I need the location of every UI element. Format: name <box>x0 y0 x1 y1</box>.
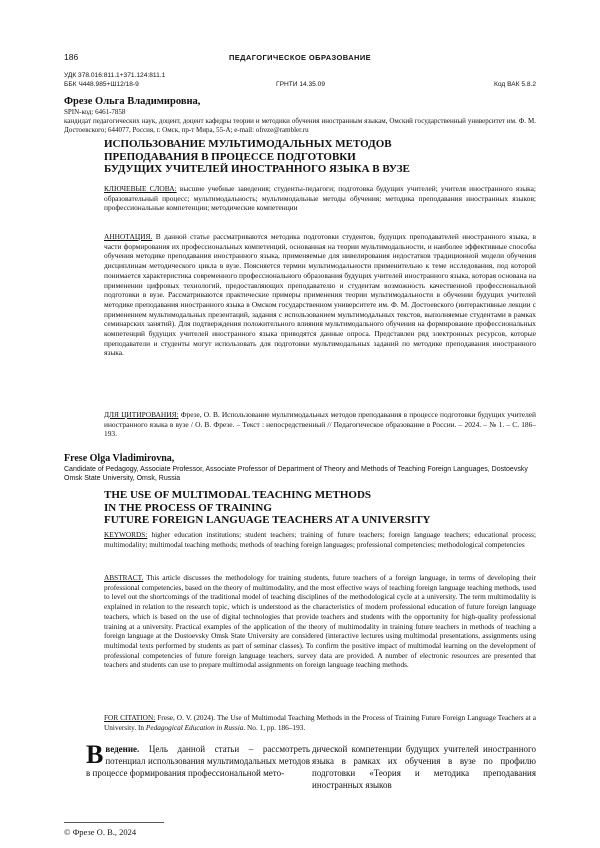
author-ru <box>64 96 536 135</box>
author-info-en: Candidate of Pedagogy, Associate Professor, Associate Professor of Department of Theory and Methods of Teaching Foreign Languages, Dostoevsky Omsk State University, Omsk, Russia <box>64 466 528 482</box>
citation-ru-label: ДЛЯ ЦИТИРОВАНИЯ: <box>104 410 179 419</box>
abstract-ru-text: В данной статье рассматриваются методика подготовки студентов, будущих преподавателей иностранного языка, в части формирования их профессиональных компетенций, основанная на теории мультимодальности, и наиболее эффективные способы обучения методике преподавания иностранного языка, применяемые для нивелирования недостатков традиционной модели обучения дисциплинам методического цикла в вузе. Поясняется термин мультимодальности применительно к теме исследования, под которой понимается характеристика современного профессионального образования будущих учителей иностранного языка, которая основана на применении цифровых технологий, предоставляющих преподавателю и студентам возможность качественной профессиональной подготовки в вузе. Рассматриваются практические примеры применения теории мультимодальности в обучении будущих учителей методике преподавания иностранного языка в Омском государственном университете им. Ф. М. Достоевского (интерактивные лекции с применением мультимодальных презентаций, задания с использованием мультимодальных текстов, выполняемые студентами в рамках семинарских занятий). Для подтверждения положительного влияния мультимодального обучения на формирование профессиональных компетенций будущих учителей иностранного языка приводятся данные опроса. Представлен ряд электронных ресурсов, которые преподаватели и студенты могут использовать для подготовки мультимодальных заданий по методике преподавания иностранного языка. <box>104 232 536 358</box>
keywords-en <box>104 530 536 549</box>
title-en-line: FUTURE FOREIGN LANGUAGE TEACHERS AT A UNIVERSITY <box>104 514 431 526</box>
footnote-rule <box>64 822 164 823</box>
keywords-ru-label: КЛЮЧЕВЫЕ СЛОВА: <box>104 184 177 193</box>
title-en-line: THE USE OF MULTIMODAL TEACHING METHODS <box>104 489 372 501</box>
classification-codes <box>64 72 536 90</box>
page-number: 186 <box>64 52 79 62</box>
journal-title: ПЕДАГОГИЧЕСКОЕ ОБРАЗОВАНИЕ <box>228 53 372 62</box>
bbk-code: ББК Ч448.985+Ш12/18-9 <box>64 81 139 88</box>
title-ru-line: ИСПОЛЬЗОВАНИЕ МУЛЬТИМОДАЛЬНЫХ МЕТОДОВ <box>104 138 392 150</box>
author-spin: SPIN-код: 6461-7858 <box>64 108 126 116</box>
copyright-notice: © Фрезе О. В., 2024 <box>64 827 137 837</box>
title-ru-line: ПРЕПОДАВАНИЯ В ПРОЦЕССЕ ПОДГОТОВКИ <box>104 150 356 163</box>
citation-en-label: FOR CITATION: <box>104 713 156 722</box>
article-title-en <box>104 489 536 527</box>
vak-code: Код ВАК 5.8.2 <box>494 81 536 88</box>
intro-heading: ведение. <box>105 744 140 754</box>
abstract-en <box>104 573 536 670</box>
abstract-ru-label: АННОТАЦИЯ. <box>104 232 153 241</box>
citation-en-text-end: . No. 1, pp. 186–193. <box>243 722 306 732</box>
drop-cap: В <box>86 740 104 769</box>
abstract-en-label: ABSTRACT. <box>104 573 144 582</box>
keywords-en-text: higher education institutions; student teachers; training of future teachers; foreign language teachers; educational process; multimodality; multimodal teaching methods; methods of teaching foreign languages; professional competencies; methodological competencies <box>104 530 536 549</box>
intro-right-text: дической компетенции будущих учителей иностранного языка в рамках их обучения в вузе по профилю подготовки «Теория и методика преподавания иностранных языков <box>312 744 536 790</box>
title-ru-line: БУДУЩИХ УЧИТЕЛЕЙ ИНОСТРАННОГО ЯЗЫКА В ВУЗЕ <box>104 163 410 175</box>
author-name-en: Frese Olga Vladimirovna, <box>64 453 175 464</box>
title-en-line: IN THE PROCESS OF TRAINING <box>104 501 272 514</box>
citation-en-journal: Pedagogical Education in Russia <box>145 722 244 732</box>
udk-code: УДК 378.016:811.1+371.124:811.1 <box>64 72 166 79</box>
abstract-en-text: This article discusses the methodology for training students, future teachers of a foreign language, in terms of developing their professional competencies, based on the theory of multimodality, and the most effective ways of teaching foreign language teaching methods, used to level out the shortcomings of the traditional model of teaching disciplines of the methodological cycle at a university. The term multimodality is explained in relation to the research topic, which is understood as the characteristics of modern professional education of future foreign language teachers, which is based on the use of digital technologies that provide teachers and students with the opportunity for high-quality professional training at a university. Practical examples of the application of the theory of multimodality in training future teachers in methods of teaching a foreign language at the Dostoevsky Omsk State University are considered (interactive lectures using multimodal presentations, assignments using multimodal texts performed by students as part of seminar classes). To confirm the positive impact of multimodal learning on the development of professional competencies of future foreign language teachers, survey data are provided. A number of electronic resources are presented that teachers and students can use to prepare multimodal assignments on foreign language teaching methods. <box>104 573 536 670</box>
citation-en-text: Frese, O. V. (2024). The Use of Multimodal Teaching Methods in the Process of Training Future Foreign Language Teachers at a University. In <box>104 713 537 732</box>
abstract-ru <box>104 232 536 358</box>
author-en <box>64 453 536 483</box>
author-info-ru: кандидат педагогических наук, доцент, доцент кафедры теории и методики обучения иностранным языкам, Омский государственный университет им. Ф. М. Достоевского; 644077, Россия, г. Омск, пр-т Мира, 55-А; e-mail: ofreze@rambler.ru <box>64 117 536 134</box>
intro-left-column <box>86 740 311 779</box>
intro-left-text: Цель данной статьи – рассмотреть потенциал использования мультимодальных методов в процессе формирования профессиональной мето- <box>86 744 311 778</box>
intro-right-column <box>312 743 536 791</box>
keywords-ru <box>104 184 536 213</box>
keywords-ru-text: высшие учебные заведения; студенты-педагоги; подготовка будущих учителей; учителя иностранного языка; образовательный процесс; мультимодальность; мультимодальные методы обучения; методика преподавания иностранных языков; профессиональные компетенции; методические компетенции <box>104 184 536 213</box>
running-header <box>64 52 536 66</box>
citation-en <box>104 713 536 732</box>
citation-ru-text: Фрезе, О. В. Использование мультимодальных методов преподавания в процессе подготовки будущих учителей иностранного языка в вузе / О. В. Фрезе. – Текст : непосредственный // Педагогическое образование в России. – 2024. – № 1. – С. 186–193. <box>104 410 536 439</box>
author-name-ru: Фрезе Ольга Владимировна, <box>64 96 201 107</box>
article-title-ru <box>104 138 536 176</box>
keywords-en-label: KEYWORDS: <box>104 530 148 539</box>
citation-ru <box>104 410 536 439</box>
grnti-code: ГРНТИ 14.35.09 <box>276 81 325 88</box>
